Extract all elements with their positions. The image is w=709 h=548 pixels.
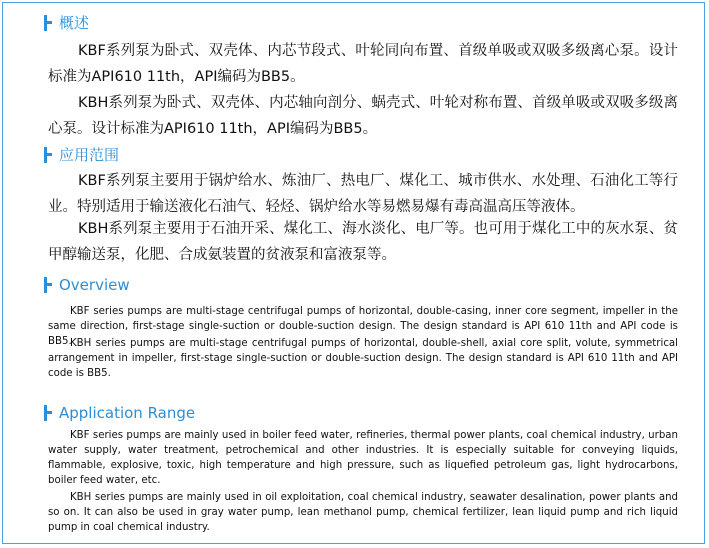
section-marker-icon (44, 277, 54, 293)
application-zh-paragraph-1: KBF系列泵主要用于锅炉给水、炼油厂、热电厂、煤化工、城市供水、水处理、石油化工等行业。特别适用于输送液化石油气、轻烃、锅炉给水等易燃易爆有毒高温高压等液体。 (48, 173, 678, 215)
heading-text: Overview (59, 276, 130, 294)
heading-text: Application Range (59, 404, 196, 422)
section-marker-icon (44, 405, 54, 421)
overview-zh-paragraph-1: KBF系列泵为卧式、双壳体、内芯节段式、叶轮同向布置、首级单吸或双吸多级离心泵。设计标准为API610 11th，API编码为BB5。 (48, 43, 678, 85)
section-marker-icon (44, 15, 54, 31)
overview-zh-paragraph-2: KBH系列泵为卧式、双壳体、内芯轴向剖分、蜗壳式、叶轮对称布置、首级单吸或双吸多级离心泵。设计标准为API610 11th，API编码为BB5。 (48, 95, 678, 137)
overview-en-paragraph-2: KBH series pumps are multi-stage centrifugal pumps of horizontal, double-shell, axial core split, volute, symmetrical arrangement in impeller, first-stage single-suction or double-suction design. The design standard is API 610 11th and API code is BB5. (48, 338, 678, 379)
section-heading-overview-en (44, 276, 130, 294)
application-en-paragraph-2: KBH series pumps are mainly used in oil exploitation, coal chemical industry, seawater desalination, power plants and so on. It can also be used in gray water pump, lean methanol pump, chemical fertilizer, lean liquid pump and rich liquid pump in coal chemical industry. (48, 492, 678, 533)
application-en-paragraph-1: KBF series pumps are mainly used in boiler feed water, refineries, thermal power plants, coal chemical industry, urban water supply, water treatment, petrochemical and other industries. It is especially suitable for conveying liquids, flammable, explosive, toxic, high temperature and high pressure, such as liquefied petroleum gas, light hydrocarbons, boiler feed water, etc. (48, 430, 678, 486)
section-heading-application-zh (44, 144, 119, 165)
section-marker-icon (44, 147, 54, 163)
section-heading-application-en (44, 404, 195, 422)
overview-en-paragraph-1: KBF series pumps are multi-stage centrifugal pumps of horizontal, double-casing, inner core segment, impeller in the same direction, first-stage single-suction or double-suction design. The design standard is API 610 11th and API code is BB5. (48, 306, 678, 347)
section-heading-overview-zh (44, 12, 89, 33)
heading-text: 概述 (59, 14, 90, 32)
application-zh-paragraph-2: KBH系列泵主要用于石油开采、煤化工、海水淡化、电厂等。也可用于煤化工中的灰水泵、贫甲醇输送泵，化肥、合成氨装置的贫液泵和富液泵等。 (48, 221, 678, 263)
heading-text: 应用范围 (59, 146, 120, 164)
